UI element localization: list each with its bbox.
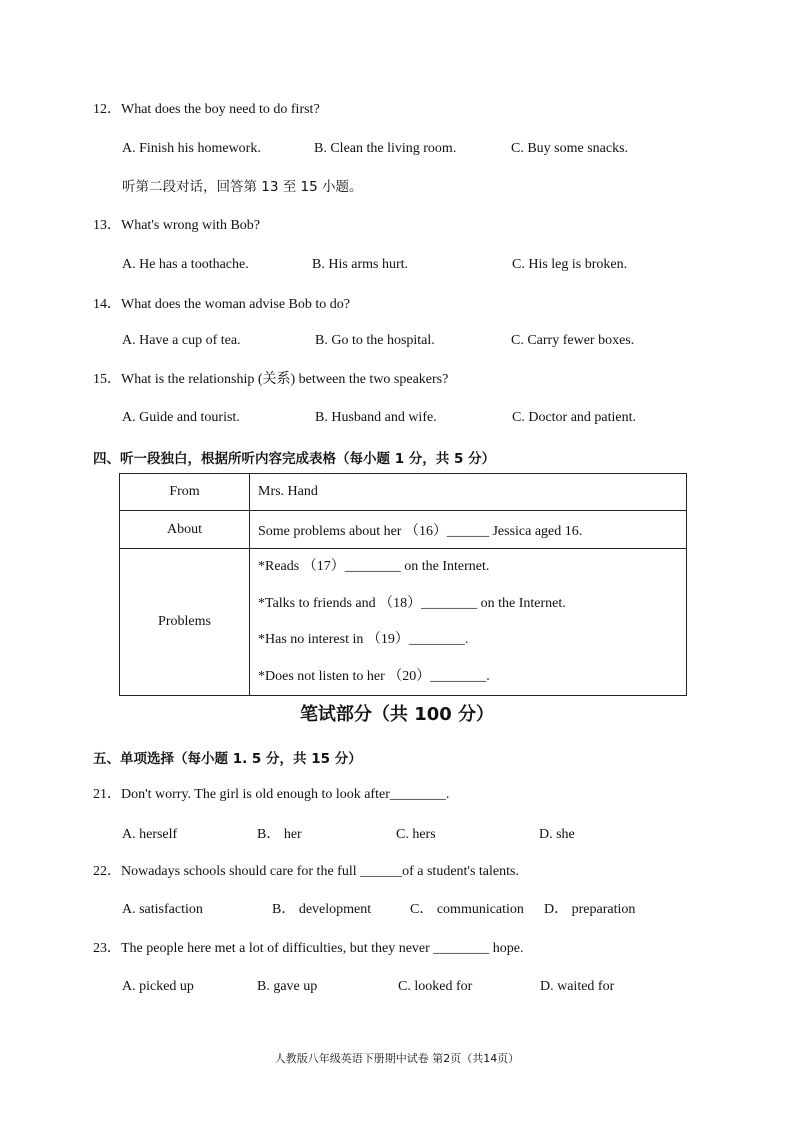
table-row — [120, 511, 687, 549]
problems-list — [250, 549, 687, 696]
problems-label: Problems — [120, 549, 250, 696]
option-a: A. Have a cup of tea. — [122, 333, 241, 348]
question-stem: 15．What is the relationship (关系) between the two speakers? — [93, 372, 449, 387]
option-a: A. picked up — [122, 979, 194, 994]
option-c: C. Buy some snacks. — [511, 141, 629, 156]
option-c: C. His leg is broken. — [512, 257, 628, 272]
option-a: A. satisfaction — [122, 902, 203, 917]
option-c: C. Carry fewer boxes. — [511, 333, 635, 348]
option-d: D． preparation — [544, 902, 636, 917]
option-b: B. Go to the hospital. — [315, 333, 435, 348]
option-a: A. Guide and tourist. — [122, 410, 240, 425]
option-c: C. looked for — [398, 979, 473, 994]
question-stem: 21．Don't worry. The girl is old enough to look after________. — [93, 787, 450, 802]
question-stem: 14．What does the woman advise Bob to do? — [93, 297, 351, 312]
option-a: A. herself — [122, 827, 178, 842]
problem-item: *Has no interest in （19）________. — [258, 632, 469, 647]
option-b: B. Clean the living room. — [314, 141, 457, 156]
listening-form-table — [119, 473, 687, 696]
page-footer: 人教版八年级英语下册期中试卷 第2页（共14页） — [274, 1052, 520, 1065]
option-b: B. Husband and wife. — [315, 410, 437, 425]
option-b: B. His arms hurt. — [312, 257, 409, 272]
instruction-dialogue-2: 听第二段对话，回答第 13 至 15 小题。 — [122, 179, 363, 195]
question-stem: 12．What does the boy need to do first? — [93, 102, 320, 117]
option-a: A. Finish his homework. — [122, 141, 261, 156]
table-row — [120, 474, 687, 511]
about-value: Some problems about her （16）______ Jessica aged 16. — [250, 511, 687, 549]
option-d: D. she — [539, 827, 575, 842]
section-5-title: 五、单项选择（每小题 1. 5 分，共 15 分） — [93, 751, 362, 767]
question-stem: 23．The people here met a lot of difficulties, but they never ________ hope. — [93, 941, 524, 956]
from-value: Mrs. Hand — [250, 474, 687, 511]
option-b: B. gave up — [257, 979, 318, 994]
table-row — [120, 549, 687, 696]
question-stem: 13．What's wrong with Bob? — [93, 218, 261, 233]
option-a: A. He has a toothache. — [122, 257, 249, 272]
problem-item: *Talks to friends and （18）________ on the Internet. — [258, 595, 566, 611]
question-stem: 22．Nowadays schools should care for the full ______of a student's talents. — [93, 864, 519, 879]
about-label: About — [120, 511, 250, 549]
option-d: D. waited for — [540, 979, 615, 994]
option-b: B． her — [257, 827, 302, 842]
option-c: C. Doctor and patient. — [512, 410, 637, 425]
option-c: C． communication — [410, 902, 524, 917]
option-c: C. hers — [396, 827, 436, 842]
problem-item: *Reads （17）________ on the Internet. — [258, 559, 490, 574]
section-4-title: 四、听一段独白，根据所听内容完成表格（每小题 1 分，共 5 分） — [93, 451, 496, 467]
problem-item: *Does not listen to her （20）________. — [258, 668, 490, 684]
option-b: B． development — [272, 902, 372, 917]
written-part-title: 笔试部分（共 100 分） — [299, 704, 495, 725]
from-label: From — [120, 474, 250, 511]
